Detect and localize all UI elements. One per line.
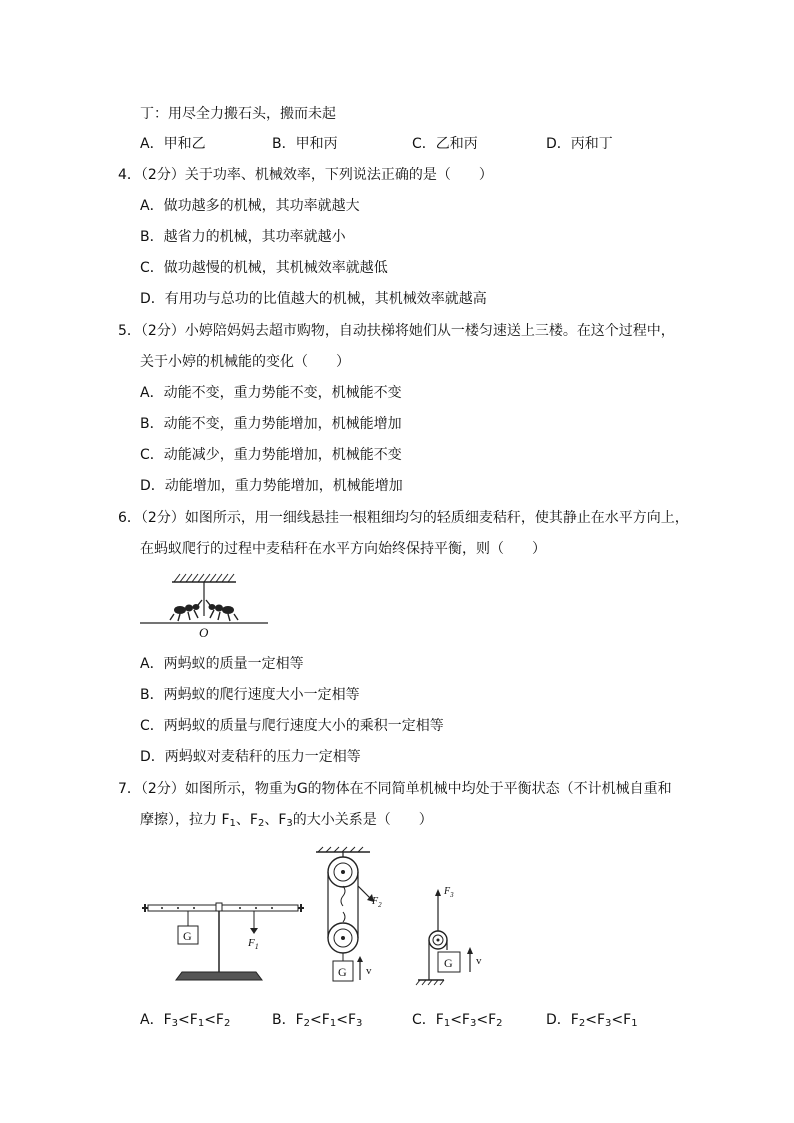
svg-text:F2: $F_2$ <box>372 896 382 909</box>
q3-option-d: D．丙和丁 <box>546 136 613 152</box>
q3-line-ding: 丁：用尽全力搬石头，搬而未起 <box>140 106 336 122</box>
q5-stem-line1: 5．（2分）小婷陪妈妈去超市购物，自动扶梯将她们从一楼匀速送上三楼。在这个过程中， <box>118 323 675 339</box>
q5-option-d: D．动能增加，重力势能增加，机械能增加 <box>140 478 403 494</box>
q4-option-b: B．越省力的机械，其功率就越小 <box>140 229 346 245</box>
right-ant <box>206 600 238 621</box>
svg-text:v: v <box>366 965 372 977</box>
q6-straw-ant-figure <box>136 568 272 640</box>
q5-stem-line2: 关于小婷的机械能的变化（ ） <box>140 354 350 370</box>
q7-pulley-block-figure <box>310 846 390 986</box>
ceiling-hatch <box>172 574 236 582</box>
q6-stem-line1: 6．（2分）如图所示，用一细线悬挂一根粗细均匀的轻质细麦秸秆，使其静止在水平方向上， <box>118 510 689 526</box>
q3-option-c: C．乙和丙 <box>412 136 478 152</box>
q4-option-a: A．做功越多的机械，其功率就越大 <box>140 198 360 214</box>
q4-option-c: C．做功越慢的机械，其机械效率就越低 <box>140 260 388 276</box>
svg-text:G: G <box>444 956 453 970</box>
q3-option-a: A．甲和乙 <box>140 136 206 152</box>
lever-stand-base <box>176 972 262 980</box>
q5-option-c: C．动能减少，重力势能增加，机械能不变 <box>140 447 402 463</box>
lever-bar <box>148 905 298 911</box>
q7-option-a: A．$F_3<F_1<F_2$ <box>140 1012 231 1029</box>
q7-option-b: B．$F_2<F_1<F_3$ <box>272 1012 363 1029</box>
q7-lever-figure <box>140 890 305 985</box>
svg-text:v: v <box>476 955 482 967</box>
q7-option-c: C．$F_1<F_3<F_2$ <box>412 1012 503 1029</box>
svg-text:F1: $F_1$ <box>248 937 259 951</box>
q7-stem-line1: 7．（2分）如图所示，物重为G的物体在不同简单机械中均处于平衡状态（不计机械自重和 <box>118 781 672 797</box>
q6-option-c: C．两蚂蚁的质量与爬行速度大小的乘积一定相等 <box>140 718 444 734</box>
pivot-label-o: O <box>199 625 209 640</box>
left-ant <box>170 600 202 621</box>
q6-option-a: A．两蚂蚁的质量一定相等 <box>140 656 304 672</box>
q7-stem-line2: 摩擦），拉力 $F_1$、$F_2$、$F_3$的大小关系是（ ） <box>140 812 433 829</box>
q7-movable-pulley-figure <box>412 884 492 986</box>
q4-stem: 4．（2分）关于功率、机械效率，下列说法正确的是（ ） <box>118 167 493 183</box>
q4-option-d: D．有用功与总功的比值越大的机械，其机械效率就越高 <box>140 291 487 307</box>
q6-option-d: D．两蚂蚁对麦秸秆的压力一定相等 <box>140 749 361 765</box>
q6-option-b: B．两蚂蚁的爬行速度大小一定相等 <box>140 687 360 703</box>
svg-text:F3: $F_3$ <box>444 886 454 899</box>
q5-option-a: A．动能不变，重力势能不变，机械能不变 <box>140 385 402 401</box>
svg-text:G: G <box>338 965 347 979</box>
svg-text:G: G <box>183 929 192 943</box>
q7-option-d: D．$F_2<F_3<F_1$ <box>546 1012 638 1029</box>
q3-option-b: B．甲和丙 <box>272 136 338 152</box>
q5-option-b: B．动能不变，重力势能增加，机械能增加 <box>140 416 402 432</box>
q6-stem-line2: 在蚂蚁爬行的过程中麦秸秆在水平方向始终保持平衡，则（ ） <box>140 541 546 557</box>
